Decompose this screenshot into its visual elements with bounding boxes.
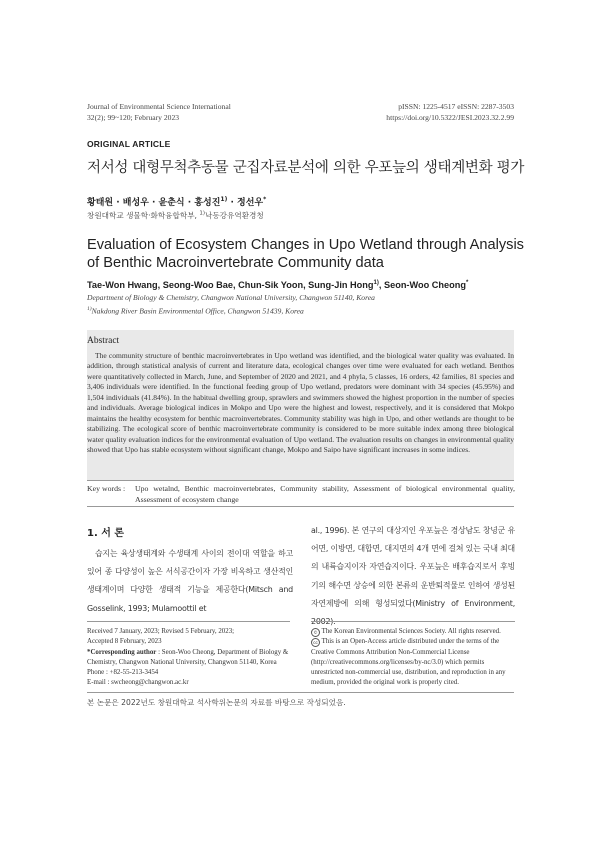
license-info: © The Korean Environmental Sciences Society. All rights reserved. cc This is an Open-Access article distributed under the terms of the Creative Commons Attribution Non-Commercial License (http://creativecommons.org/licenses/by-nc/3.0) which permits unrestricted non-commercial use, distribution, and reproduction in any medium, provided the original work is properly cited. [311, 628, 506, 687]
affiliation-korean: 창원대학교 생물학·화학융합학부, $^{1)}$낙동강유역환경청 [87, 210, 264, 220]
authors-english: Tae-Won Hwang, Seong-Woo Bae, Chun-Sik Yoon, Sung-Jin Hong$^{1)}$, Seon-Woo Cheong* [87, 280, 469, 291]
authors-korean: 황태원 · 배성우 · 윤춘식 · 홍성진$^{1)}$ · 정선우* [87, 196, 267, 208]
section-heading: 1. 서 론 [87, 528, 125, 539]
divider [87, 480, 514, 481]
copyright-icon: © [311, 628, 320, 637]
affiliation-english: Department of Biology & Chemistry, Changwon National University, Changwon 51140, Korea $^{1)}$Nakdong River Basin Environmental Office, Changwon 51439, Korea [87, 293, 375, 316]
keywords-text: Upo wetalnd, Benthic macroinvertebrates, Community stability, Assessment of biological environmental quality, Assessment of ecosystem change [135, 484, 515, 504]
footnote-divider [87, 692, 514, 693]
journal-info [87, 101, 231, 123]
article-type: ORIGINAL ARTICLE [87, 139, 171, 149]
title-english: Evaluation of Ecosystem Changes in Upo Wetland through Analysis of Benthic Macroinvertebrate Community data [87, 237, 524, 271]
issn-info [386, 101, 514, 123]
keywords-label: Key words : [87, 484, 126, 493]
journal-issue: 32(2); 99~120; February 2023 [87, 113, 180, 122]
journal-name: Journal of Environmental Science International [87, 102, 231, 111]
issn: pISSN: 1225-4517 eISSN: 2287-3503 [398, 102, 514, 111]
body-text-left-column: 습지는 육상생태계와 수생태계 사이의 전이대 역할을 하고 있어 종 다양성이 높은 서식공간이자 가장 비옥하고 생산적인 생태계이며 다양한 생태적 기능을 제공한다(Mitsch and Gosselink, 1993; Mulamoottil et [87, 549, 293, 613]
corresponding-author: *Corresponding author : Seon-Woo Cheong, Department of Biology & Chemistry, Changwon National University, Changwon 51140, Korea [87, 648, 289, 666]
title-korean: 저서성 대형무척추동물 군집자료분석에 의한 우포늪의 생태계변화 평가 [87, 160, 525, 176]
abstract-body: The community structure of benthic macroinvertebrates in Upo wetland was identified, and the biological water quality was evaluated. In addition, through statistical analysis of current and literature data, ecological changes over time were evaluated for each wetland. Benthos were quantitatively collected in March, June, and September of 2020 and 2021, and 4 phyla, 5 classes, 16 orders, 42 families, 81 species and 3,406 individuals were identified. In the functional feeding group of Upo wetland, predators were dominant with 34 species (45.95%) and 1,504 individuals (41.84%). In the habitual dwelling group, sprawlers and swimmers showed the highest proportion in the number of species and individuals. Average biological indices in Mokpo and Upo were the highest and lowest, respectively, and it is considered that Mokpo maintains the healthy ecosystem for benthic macroinvertebrates. Community stability was high in Upo, and other wetlands are thought to be stabilizing. The ecological score of benthic macroinvertebrate community is considered to be more suitable index among three biological water quality evaluation indices for the environmental evaluation of Upo wetland. The evaluation results on changes in environmental quality showed that Upo has stable ecosystem without significant change, Mokpo and Saipo have significant increases in some indices. [87, 351, 514, 455]
creative-commons-icon: cc [311, 638, 320, 647]
doi-link[interactable]: https://doi.org/10.5322/JESI.2023.32.2.99 [386, 113, 514, 122]
footnote: 본 논문은 2022년도 창원대학교 석사학위논문의 자료를 바탕으로 작성되었음. [87, 698, 346, 707]
article-history: Received 7 January, 2023; Revised 5 February, 2023; Accepted 8 February, 2023 *Corresponding author : Seon-Woo Cheong, Department of Biology & Chemistry, Changwon National University, Changwon 51140, Korea Phone : +82-55-213-3454 E-mail : swcheong@changwon.ac.kr [87, 627, 290, 689]
phone: Phone : +82-55-213-3454 [87, 669, 159, 677]
footer-divider-left [87, 621, 290, 622]
email-link[interactable]: E-mail : swcheong@changwon.ac.kr [87, 679, 189, 687]
body-text-right-column: al., 1996). 본 연구의 대상지인 우포늪은 경상남도 창녕군 유어면, 이방면, 대합면, 대지면의 4개 면에 걸쳐 있는 국내 최대의 내륙습지이자 자연습지이다. 우포늪은 배후습지로서 후빙기의 해수면 상승에 의한 본류의 운반퇴적물로 인하여 생성된 자연제방에 의해 형성되었다(Ministry of Environment, 2002). [311, 526, 515, 627]
divider [87, 506, 514, 507]
abstract-heading: Abstract [87, 336, 120, 346]
footer-divider-right [311, 621, 515, 622]
